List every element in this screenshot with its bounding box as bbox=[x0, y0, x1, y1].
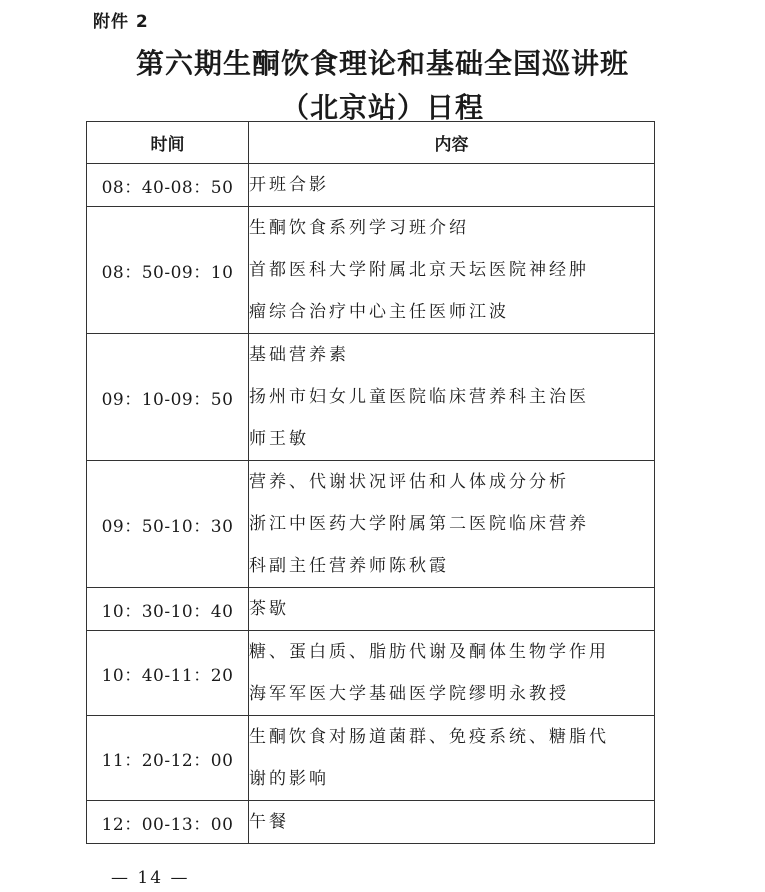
content-line: 营养、代谢状况评估和人体成分分析 bbox=[249, 472, 569, 492]
content-line: 瘤综合治疗中心主任医师江波 bbox=[249, 302, 509, 322]
content-cell bbox=[249, 801, 655, 844]
content-line: 海军军医大学基础医学院缪明永教授 bbox=[249, 684, 569, 704]
content-cell bbox=[249, 164, 655, 207]
table-row bbox=[87, 716, 655, 801]
content-cell bbox=[249, 461, 655, 588]
time-cell: 10：30-10：40 bbox=[87, 588, 249, 631]
content-line: 午餐 bbox=[249, 812, 289, 832]
table-row bbox=[87, 461, 655, 588]
content-line: 师王敏 bbox=[249, 429, 309, 449]
table-row bbox=[87, 801, 655, 844]
table-row bbox=[87, 334, 655, 461]
content-cell bbox=[249, 207, 655, 334]
page-subtitle: （北京站）日程 bbox=[280, 91, 484, 124]
page-title: 第六期生酮饮食理论和基础全国巡讲班 bbox=[135, 47, 629, 80]
time-cell: 09：50-10：30 bbox=[87, 461, 249, 588]
content-cell bbox=[249, 588, 655, 631]
time-cell: 10：40-11：20 bbox=[87, 631, 249, 716]
content-line: 茶歇 bbox=[249, 599, 289, 619]
attachment-label: 附件 2 bbox=[93, 12, 149, 32]
content-line: 生酮饮食对肠道菌群、免疫系统、糖脂代 bbox=[249, 727, 609, 747]
content-line: 浙江中医药大学附属第二医院临床营养 bbox=[249, 514, 589, 534]
content-line: 生酮饮食系列学习班介绍 bbox=[249, 218, 469, 238]
content-line: 首都医科大学附属北京天坛医院神经肿 bbox=[249, 260, 589, 280]
content-column-header: 内容 bbox=[249, 122, 655, 164]
time-column-header: 时间 bbox=[87, 122, 249, 164]
content-line: 基础营养素 bbox=[249, 345, 349, 365]
content-cell bbox=[249, 716, 655, 801]
content-cell bbox=[249, 334, 655, 461]
page-number: — 14 — bbox=[111, 868, 190, 888]
content-line: 扬州市妇女儿童医院临床营养科主治医 bbox=[249, 387, 589, 407]
content-line: 谢的影响 bbox=[249, 769, 329, 789]
content-cell bbox=[249, 631, 655, 716]
time-cell: 11：20-12：00 bbox=[87, 716, 249, 801]
schedule-body bbox=[87, 164, 655, 844]
table-row bbox=[87, 631, 655, 716]
table-row bbox=[87, 164, 655, 207]
table-header-row bbox=[87, 122, 655, 164]
content-line: 糖、蛋白质、脂肪代谢及酮体生物学作用 bbox=[249, 642, 609, 662]
time-cell: 09：10-09：50 bbox=[87, 334, 249, 461]
time-cell: 08：40-08：50 bbox=[87, 164, 249, 207]
time-cell: 12：00-13：00 bbox=[87, 801, 249, 844]
time-cell: 08：50-09：10 bbox=[87, 207, 249, 334]
content-line: 开班合影 bbox=[249, 175, 329, 195]
table-row bbox=[87, 207, 655, 334]
table-row bbox=[87, 588, 655, 631]
content-line: 科副主任营养师陈秋霞 bbox=[249, 556, 449, 576]
schedule-table bbox=[86, 121, 655, 844]
